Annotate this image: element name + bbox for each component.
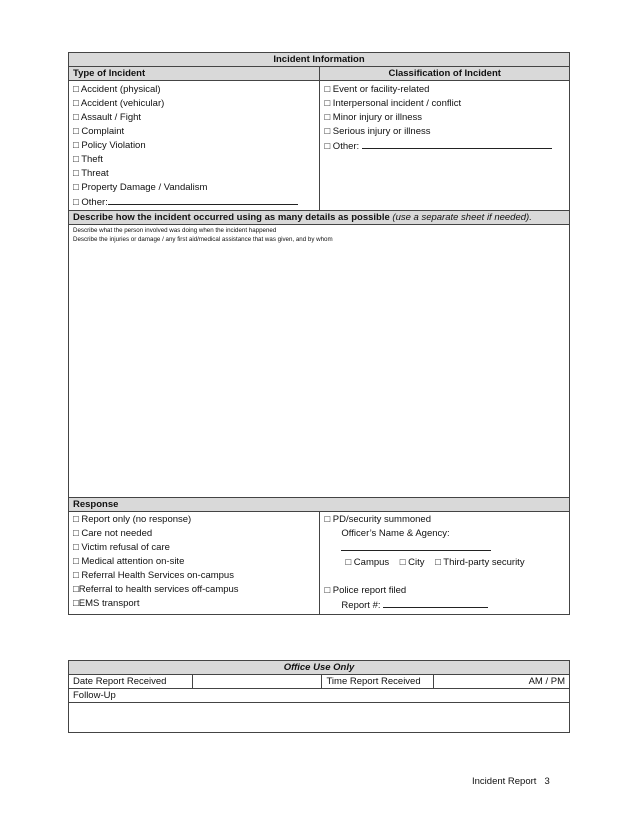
response-police-report[interactable]: □ Police report filed: [324, 585, 407, 596]
date-received-field[interactable]: [192, 675, 322, 689]
time-received-field[interactable]: [434, 675, 570, 689]
type-policy-violation[interactable]: □ Policy Violation: [73, 140, 146, 151]
describe-italic-text: (use a separate sheet if needed).: [392, 212, 532, 223]
agency-third-party[interactable]: □ Third-party security: [435, 557, 525, 568]
type-other[interactable]: [73, 195, 315, 210]
incident-information-table: [68, 52, 570, 615]
agency-campus[interactable]: □ Campus: [345, 557, 390, 568]
response-report-only[interactable]: □ Report only (no response): [73, 514, 192, 525]
type-complaint[interactable]: □ Complaint: [73, 126, 125, 137]
response-referral-offcampus[interactable]: □Referral to health services off-campus: [73, 584, 239, 595]
officer-name-label: Officer’s Name & Agency:: [341, 528, 450, 539]
describe-header: [69, 211, 570, 225]
report-number-label: Report #:: [341, 600, 381, 611]
class-serious-injury[interactable]: □ Serious injury or illness: [324, 126, 431, 137]
class-minor-injury[interactable]: □ Minor injury or illness: [324, 112, 423, 123]
office-received-row: [69, 675, 570, 689]
type-accident-vehicular[interactable]: □ Accident (vehicular): [73, 98, 165, 109]
response-pd-summoned[interactable]: □ PD/security summoned: [324, 514, 431, 525]
response-spacer: [324, 570, 565, 584]
response-victim-refusal[interactable]: □ Victim refusal of care: [73, 542, 170, 553]
report-number-field[interactable]: [324, 598, 565, 613]
describe-header-row: [69, 211, 570, 225]
time-received-label: Time Report Received: [322, 675, 434, 689]
type-other-label: □ Other:: [73, 197, 108, 208]
class-other[interactable]: [324, 139, 565, 154]
classification-list: [320, 81, 570, 211]
am-pm-label: AM / PM: [528, 676, 565, 687]
followup-body-row: [69, 703, 570, 733]
response-header: Response: [69, 498, 570, 512]
agency-city[interactable]: □ City: [399, 557, 425, 568]
incident-options-row: [69, 81, 570, 211]
response-right-list: [320, 512, 570, 615]
response-referral-oncampus[interactable]: □ Referral Health Services on-campus: [73, 570, 234, 581]
office-use-table: [68, 660, 570, 733]
agency-options: [324, 556, 565, 570]
response-ems-transport[interactable]: □EMS transport: [73, 598, 140, 609]
incident-column-header-row: [69, 67, 570, 81]
followup-label: Follow-Up: [69, 689, 570, 703]
incident-type-list: [69, 81, 320, 211]
date-received-label: Date Report Received: [69, 675, 193, 689]
office-title-row: [69, 661, 570, 675]
followup-field[interactable]: [69, 703, 570, 733]
page-footer: [472, 776, 550, 787]
describe-bold-text: Describe how the incident occurred using as many details as possible: [73, 212, 390, 223]
incident-title: Incident Information: [69, 53, 570, 67]
officer-name-line[interactable]: [341, 541, 491, 551]
class-interpersonal[interactable]: □ Interpersonal incident / conflict: [324, 98, 462, 109]
type-property-damage[interactable]: □ Property Damage / Vandalism: [73, 182, 208, 193]
response-header-row: [69, 498, 570, 512]
describe-note-activity: Describe what the person involved was doing when the incident happened: [73, 227, 277, 234]
class-event-facility[interactable]: □ Event or facility-related: [324, 84, 430, 95]
officer-name-field[interactable]: [324, 541, 565, 556]
classification-header: Classification of Incident: [320, 67, 570, 81]
response-options-row: [69, 512, 570, 615]
describe-body-row: [69, 225, 570, 498]
response-left-list: [69, 512, 320, 615]
describe-textarea[interactable]: [69, 225, 570, 498]
type-of-incident-header: Type of Incident: [69, 67, 320, 81]
incident-title-row: [69, 53, 570, 67]
describe-note-injuries: Describe the injuries or damage / any first aid/medical assistance that was given, and by whom: [73, 236, 333, 243]
footer-label: Incident Report: [472, 776, 537, 787]
class-other-line[interactable]: [362, 139, 552, 149]
type-other-line[interactable]: [108, 195, 298, 205]
type-threat[interactable]: □ Threat: [73, 168, 109, 179]
page-number: 3: [544, 776, 550, 787]
type-theft[interactable]: □ Theft: [73, 154, 103, 165]
type-accident-physical[interactable]: □ Accident (physical): [73, 84, 161, 95]
office-title: Office Use Only: [69, 661, 570, 675]
response-care-not-needed[interactable]: □ Care not needed: [73, 528, 153, 539]
followup-label-row: [69, 689, 570, 703]
class-other-label: □ Other:: [324, 141, 360, 152]
response-medical-onsite[interactable]: □ Medical attention on-site: [73, 556, 185, 567]
report-number-line[interactable]: [383, 598, 488, 608]
type-assault-fight[interactable]: □ Assault / Fight: [73, 112, 142, 123]
